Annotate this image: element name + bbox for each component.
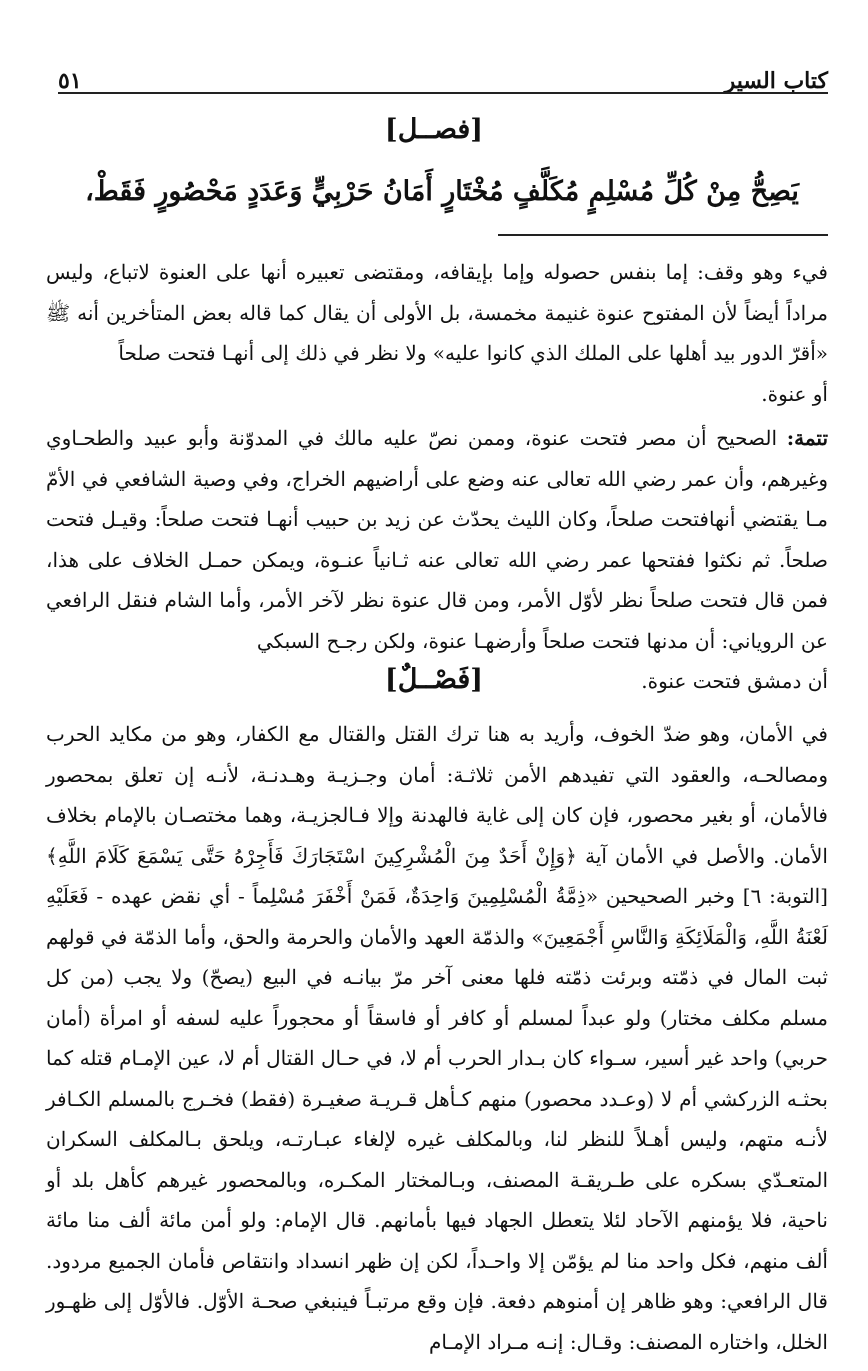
- commentary-paragraph: فيء وهو وقف: إما بنفس حصوله وإما بإيقافه، ومقتضى تعبيره أنها على العنوة لاتباع، وليس مراداً أيضاً لأن المفتوح عنوة غنيمة مخمسة، بل الأولى أن يقال كما قاله بعض المتأخرين أنه ﷺ «أقرّ الدور بيد أهلها على الملك الذي كانوا عليه» ولا نظر في ذلك إلى أنهـا فتحت صلحاً: [46, 260, 828, 365]
- tatimma-text: الصحيح أن مصر فتحت عنوة، وممن نصّ عليه مالك في المدوّنة وأبو عبيد والطحـاوي وغيرهم، وأن عمر رضي الله تعالى عنه وضع على أراضيهم الخراج، وفي وصية الشافعي في الأمّ مـا يقتضي أنهافتحت صلحاً، وكان الليث يحدّث عن زيد بن حبيب أنهـا فتحت صلحاً: وقيـل فتحت صلحاً. ثم نكثوا ففتحها عمر رضي الله تعالى عنه ثـانياً عنـوة، ويمكن حمـل الخلاف على هذا، فمن قال فتحت صلحاً نظر لأوّل الأمر، ومن قال عنوة نظر لآخر الأمر، وأما الشام فنقل الرافعي عن الروياني: أن مدنها فتحت صلحاً وأرضهـا عنوة، ولكن رجـح السبكي: [46, 426, 828, 653]
- matn-divider: [498, 234, 828, 236]
- page-header: [58, 56, 828, 94]
- header-divider: [58, 92, 828, 94]
- matn-text: يَصِحُّ مِنْ كُلِّ مُسْلِمٍ مُكَلَّفٍ مُخْتَارٍ أَمَانُ حَرْبِيٍّ وَعَدَدٍ مَحْصُورٍ فَقَطْ،: [85, 176, 799, 207]
- tatimma-end: أن دمشق فتحت عنوة.: [641, 669, 828, 693]
- commentary-block-2: [46, 714, 828, 1362]
- tatimma-label: تتمة:: [786, 426, 829, 450]
- section-heading: [فصــل]: [384, 114, 484, 145]
- section-heading-2: [فَصْــلٌ]: [384, 664, 484, 695]
- page-number: ٥١: [58, 68, 82, 94]
- book-title: كتاب السير: [724, 68, 828, 94]
- commentary-paragraph-end: أو عنوة.: [761, 381, 828, 406]
- commentary-block-1: [46, 252, 828, 414]
- commentary-paragraph-2: في الأمان، وهو ضدّ الخوف، وأريد به هنا ترك القتل والقتال مع الكفار، وهو من مكايد الحرب ومصالحـه، والعقود التي تفيدهم الأمن ثلاثـة: أمان وجـزيـة وهـدنـة، لأنـه إن تعلق بمحصور فالأمان، أو بغير محصور، فإن كان إلى غاية فالهدنة وإلا فـالجزيـة، وهما مختصـان بالإمام بخلاف الأمان. والأصل في الأمان آية ﴿وَإِنْ أَحَدٌ مِنَ الْمُشْرِكِينَ اسْتَجَارَكَ فَأَجِرْهُ حَتَّى يَسْمَعَ كَلَامَ اللَّهِ﴾ [التوبة: ٦] وخبر الصحيحين «ذِمَّةُ الْمُسْلِمِينَ وَاحِدَةٌ، فَمَنْ أَخْفَرَ مُسْلِماً - أي نقض عهده - فَعَلَيْهِ لَعْنَةُ اللَّهِ، وَالْمَلَائِكَةِ وَالنَّاسِ أَجْمَعِينَ» والذمّة العهد والأمان والحرمة والحق، وأما الذمّة في قولهم ثبت المال في ذمّته وبرئت ذمّته فلها معنى آخر مرّ بيانـه في البيع (يصحّ) ولا يجب (من كل مسلم مكلف مختار) ولو عبداً لمسلم أو كافر أو فاسقاً أو محجوراً عليه لسفه أو امرأة (أمان حربي) واحد غير أسير، سـواء كان بـدار الحرب أم لا، في حـال القتال أم لا، عين الإمـام قتله كما بحثـه الزركشي أم لا (وعـدد محصور) منهم كـأهل قـريـة صغيـرة (فقط) فخـرج بالمسلم الكـافر لأنـه متهم، وليس أهـلاً للنظر لنا، وبالمكلف غيره لإلغاء عبـارتـه، ويلحق بـالمكلف السكران المتعـدّي بسكره على طـريقـة المصنف، وبـالمختار المكـره، وبالمحصور غيرهم كأهل بلد أو ناحية، فلا يؤمنهم الآحاد لئلا يتعطل الجهاد فيها بأمانهم. قال الإمام: ولو أمن مائة ألف منا مائة ألف منهم، فكل واحد منا لم يؤمّن إلا واحـداً، لكن إن ظهر انسداد وانتقاص فأمان الجميع مردود. قال الرافعي: وهو ظاهر إن أمنوهم دفعة. فإن وقع مرتبـاً فينبغي صحـة الأوّل. فالأوّل إلى ظهـور الخلل، واختاره المصنف: وقـال: إنـه مـراد الإمـام: [46, 722, 828, 1354]
- tatimma-block: [46, 418, 828, 702]
